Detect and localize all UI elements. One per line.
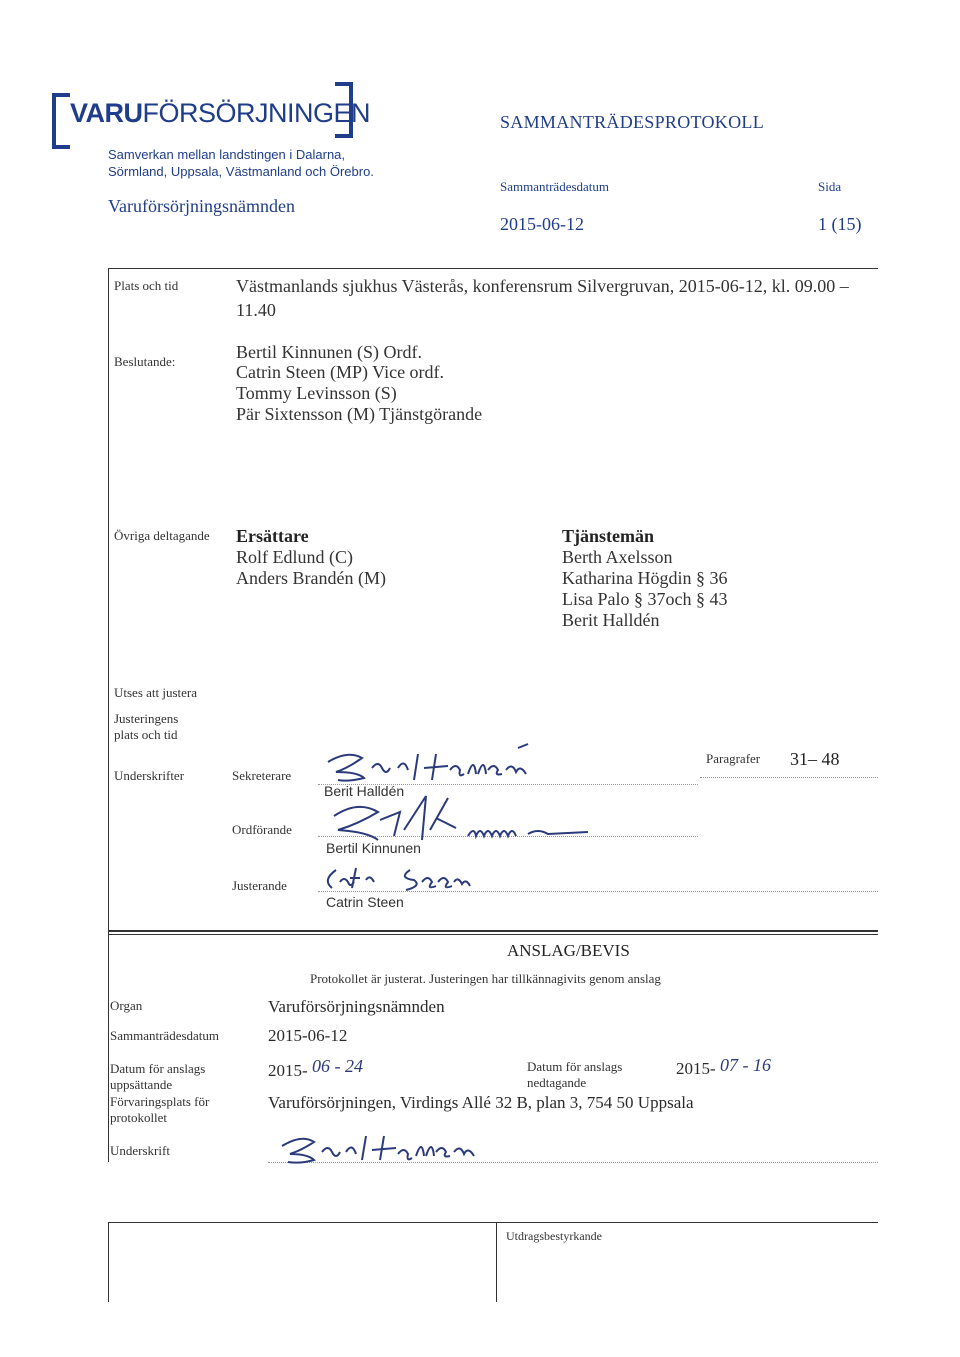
logo-brand-rest: FÖRSÖRJNINGEN [142,98,371,128]
notice-top-line [108,934,878,935]
date-value: 2015-06-12 [500,214,584,234]
page-label: Sida [818,179,842,194]
paragraphs-value: 31– 48 [790,749,840,769]
posting-label-2: uppsättande [110,1077,173,1092]
place-line1: Västmanlands sjukhus Västerås, konferensrum Silvergruvan, 2015-06-12, kl. 09.00 – [236,276,849,296]
adjuster-label: Utses att justera [114,685,198,700]
logo-bracket-left [52,93,70,149]
logo-brand-bold: VARU [70,98,143,128]
posting-date-handwritten: 06 - 24 [312,1056,363,1076]
secretary-signature [318,738,568,788]
storage-label-2: protokollet [110,1110,168,1125]
chair-label: Ordförande [232,822,292,837]
meeting-date-value: 2015-06-12 [268,1026,348,1045]
secretary-label: Sekreterare [232,768,292,783]
adjuster-name: Catrin Steen [326,894,404,910]
signature-label: Underskrift [110,1143,170,1158]
removal-label-1: Datum för anslags [527,1059,623,1074]
org-name: Varuförsörjningsnämnden [108,196,295,216]
logo-sub-line2: Sörmland, Uppsala, Västmanland och Örebro. [108,164,374,179]
logo-sub-line1: Samverkan mellan landstingen i Dalarna, [108,147,346,162]
paragraphs-label: Paragrafer [706,751,761,766]
frame-top-line [108,268,878,269]
official-4: Berit Halldén [562,610,660,630]
deciding-label: Beslutande: [114,354,176,369]
adjuster-signature [322,862,502,896]
place-label: Plats och tid [114,278,179,293]
substitute-2: Anders Brandén (M) [236,568,386,588]
official-1: Berth Axelsson [562,547,673,567]
deciding-member-4: Pär Sixtensson (M) Tjänstgörande [236,404,483,424]
posting-label-1: Datum för anslags [110,1061,206,1076]
logo-wordmark [70,98,370,129]
substitute-1: Rolf Edlund (C) [236,547,353,567]
signatures-label: Underskrifter [114,768,185,783]
others-label: Övriga deltagande [114,528,210,543]
deciding-member-1: Bertil Kinnunen (S) Ordf. [236,342,422,362]
deciding-member-3: Tommy Levinsson (S) [236,383,397,403]
meeting-date-label: Sammanträdesdatum [110,1028,220,1043]
removal-date-handwritten: 07 - 16 [720,1055,771,1075]
frame-left-line [108,268,109,936]
removal-label-2: nedtagande [527,1075,587,1090]
storage-value: Varuförsörjningen, Virdings Allé 32 B, plan 3, 754 50 Uppsala [268,1093,694,1112]
official-2: Katharina Högdin § 36 [562,568,728,588]
place-line2: 11.40 [236,300,276,320]
footer-mid-line [496,1222,497,1302]
extract-label: Utdragsbestyrkande [506,1229,602,1243]
frame-divider-line [108,930,878,932]
organ-label: Organ [110,998,143,1013]
organ-value: Varuförsörjningsnämnden [268,997,445,1016]
date-label: Sammanträdesdatum [500,179,610,194]
footer-left-line [108,1222,109,1302]
notice-heading: ANSLAG/BEVIS [507,941,630,960]
place-time-label-1: Justeringens [114,711,179,726]
officials-heading: Tjänstemän [562,526,655,546]
secretary-name: Berit Halldén [324,783,405,799]
substitutes-heading: Ersättare [236,526,309,546]
paragraphs-line [700,777,878,778]
official-3: Lisa Palo § 37och § 43 [562,589,728,609]
footer-top-line [108,1222,878,1223]
notice-signature [274,1128,534,1168]
document-title: SAMMANTRÄDESPROTOKOLL [500,112,764,132]
chair-name: Bertil Kinnunen [326,840,421,856]
posting-date-printed: 2015- [268,1061,308,1080]
removal-date-printed: 2015- [676,1059,716,1078]
notice-left-line [108,934,109,1162]
adjuster-role-label: Justerande [232,878,287,893]
place-time-label-2: plats och tid [114,727,178,742]
notice-intro: Protokollet är justerat. Justeringen har tillkännagivits genom anslag [310,971,661,986]
page-value: 1 (15) [818,214,862,234]
storage-label-1: Förvaringsplats för [110,1094,210,1109]
deciding-member-2: Catrin Steen (MP) Vice ordf. [236,362,445,382]
